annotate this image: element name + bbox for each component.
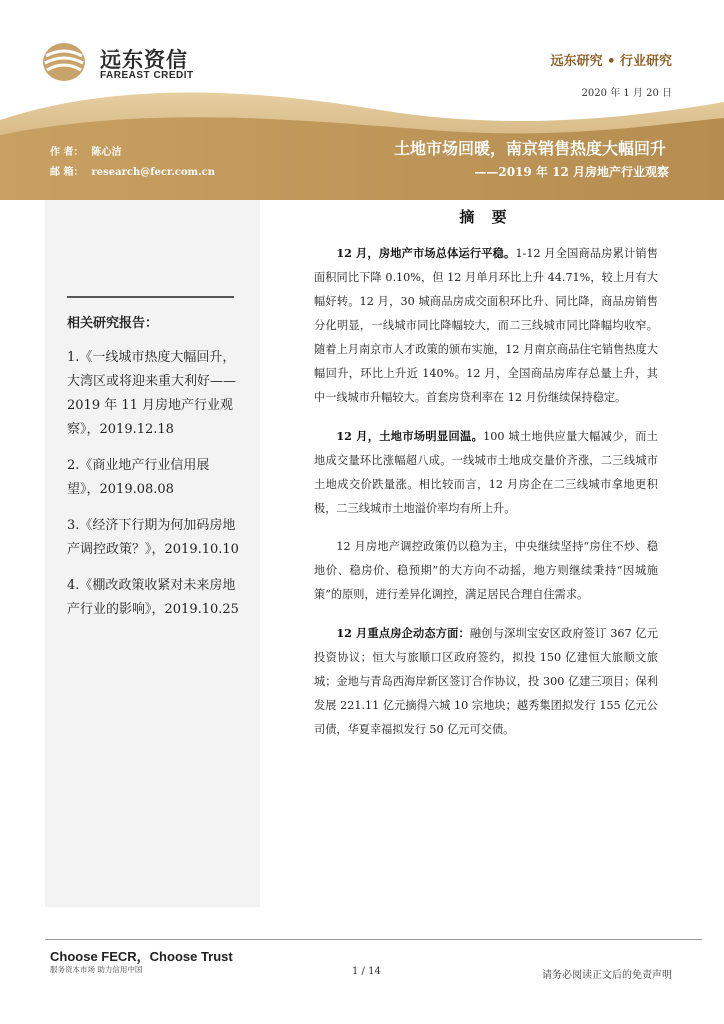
logo-emblem-icon [40,40,92,84]
author-name: 陈心洁 [91,147,122,158]
report-date: 2020 年 1 月 20 日 [581,88,672,99]
abstract-paragraph-2 [314,424,658,521]
footer-divider [45,939,702,940]
related-reports-sidebar [45,200,260,907]
footer-slogan: Choose FECR，Choose Trust [50,949,233,964]
footer-disclaimer: 请务必阅读正文后的免责声明 [542,970,672,981]
report-series: 远东研究 • 行业研究 [550,54,672,69]
abstract-paragraph-1 [314,241,658,410]
paragraph-body: 100 城土地供应量大幅减少，而土地成交量环比涨幅超八成。一线城市土地成交量价齐涨，二三线城市土地成交价跌量涨。相比较而言，12 月房企在二三线城市拿地更积极，二三线城市土地溢价率均有所上升。 [314,430,658,515]
related-report-item[interactable]: 4.《棚改政策收紧对未来房地产行业的影响》，2019.10.25 [67,578,239,617]
abstract-paragraph-4 [314,621,658,742]
email-line [50,163,215,178]
related-report-item[interactable]: 3.《经济下行期为何加码房地产调控政策？》，2019.10.10 [67,518,239,557]
sidebar-divider [67,296,234,298]
logo-english-name: FAREAST CREDIT [100,70,194,81]
paragraph-body: 12 月房地产调控政策仍以稳为主，中央继续坚持“房住不炒、稳地价、稳房价、稳预期”的大方向不动摇，地方则继续秉持“因城施策”的原则，进行差异化调控，满足居民合理自住需求。 [314,540,658,601]
paragraph-body: 1-12 月全国商品房累计销售面积同比下降 0.10%，但 12 月单月环比上升 44.71%，较上月有大幅好转。12 月，30 城商品房成交面积环比升、同比降，商品房销售分化明显，一线城市同比降幅较大，而二三线城市同比降幅均收窄。随着上月南京市人才政策的颁布实施，12 月南京商品住宅销售热度大幅回升，环比上升近 140%。12 月，全国商品房库存总量上升，其中一线城市升幅较大。首套房贷利率在 12 月份继续保持稳定。 [314,247,658,404]
abstract-title: 摘 要 [459,208,513,226]
paragraph-lead: 12 月，房地产市场总体运行平稳。 [336,246,516,260]
paragraph-lead: 12 月，土地市场明显回温。 [336,429,484,443]
abstract-paragraph-3 [314,535,658,607]
email-label: 邮 箱： [50,167,84,178]
report-title: 土地市场回暖，南京销售热度大幅回升 [393,139,666,158]
footer-tagline: 服务资本市场 助力信用中国 [50,965,143,974]
company-logo [40,40,240,84]
author-line [50,143,121,158]
related-reports-list [67,346,239,634]
logo-chinese-name: 远东资信 [100,48,188,72]
author-label: 作 者： [50,147,84,158]
abstract-section [314,200,658,756]
related-report-item[interactable]: 2.《商业地产行业信用展望》，2019.08.08 [67,458,210,497]
email-address[interactable]: research@fecr.com.cn [91,167,215,178]
paragraph-lead: 12 月重点房企动态方面： [336,626,470,640]
report-subtitle: ——2019 年 12 月房地产行业观察 [474,165,669,179]
paragraph-body: 融创与深圳宝安区政府签订 367 亿元投资协议；恒大与旅顺口区政府签约，拟投 150 亿建恒大旅顺文旅城；金地与青岛西海岸新区签订合作协议，投 300 亿建三项目；保利发展 221.11 亿元摘得六城 10 宗地块；越秀集团拟发行 155 亿元公司债，华夏幸福拟发行 50 亿元可交债。 [314,627,658,736]
related-reports-heading: 相关研究报告： [67,316,159,331]
related-report-item[interactable]: 1.《一线城市热度大幅回升，大湾区或将迎来重大利好——2019 年 11 月房地产行业观察》，2019.12.18 [67,350,237,437]
page-number: 1 / 14 [352,966,381,977]
